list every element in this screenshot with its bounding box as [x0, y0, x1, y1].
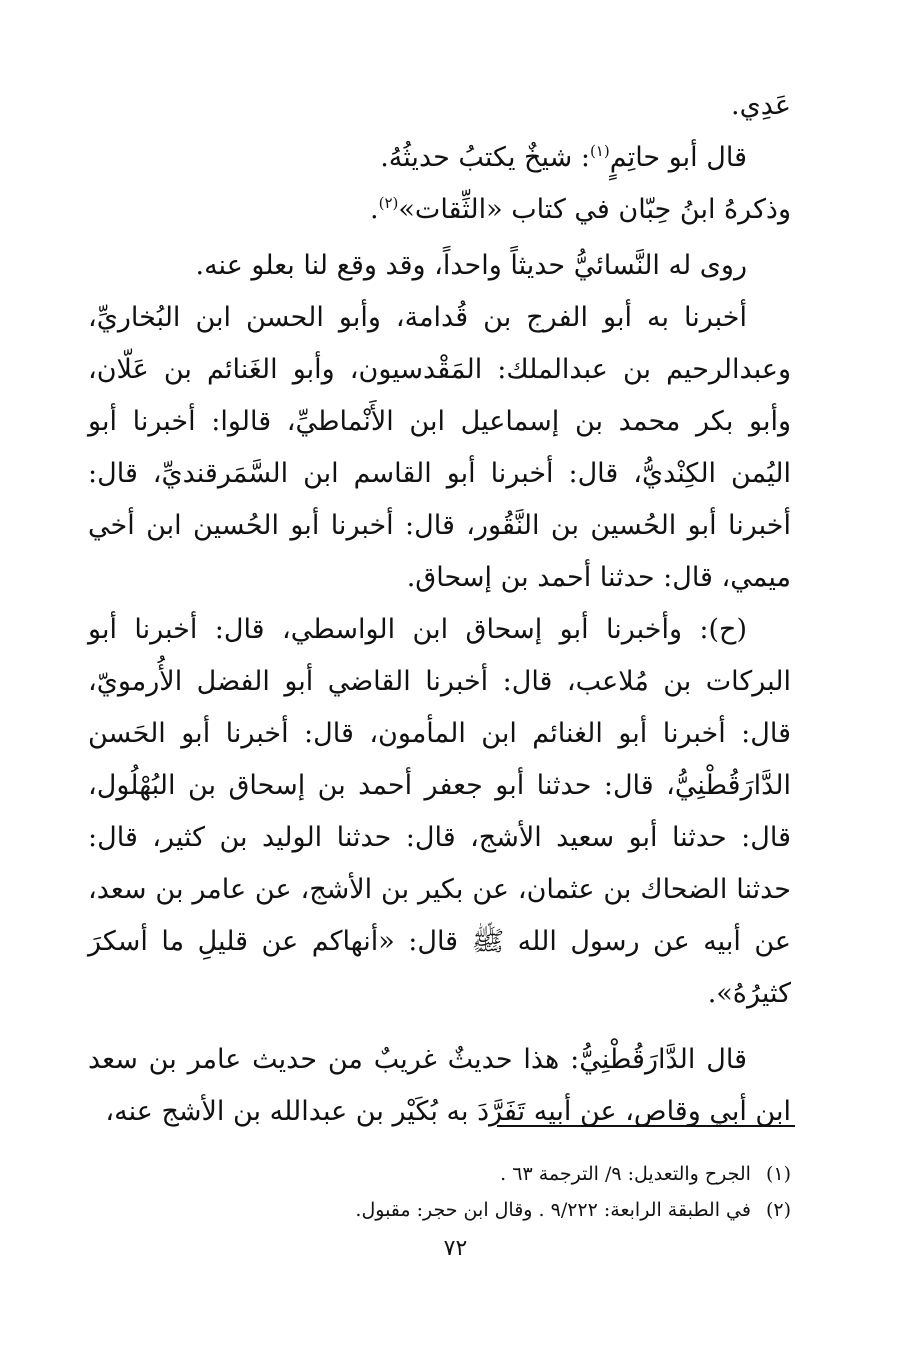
- paragraph-text: : شيخٌ يكتبُ حديثُهُ.: [380, 142, 590, 173]
- paragraph-nasai: [88, 240, 791, 292]
- paragraph-text: قال أبو حاتِمٍ: [609, 142, 747, 173]
- page-number: ٧٢: [443, 1236, 468, 1261]
- paragraph-text: عَدِي.: [731, 90, 791, 121]
- footnote-text: الجرح والتعديل: ٩/ الترجمة ٦٣ .: [500, 1163, 751, 1185]
- paragraph-daraqutni: [88, 1034, 791, 1138]
- footnote-number: (١): [765, 1163, 791, 1185]
- footnote-1: [200, 1156, 791, 1192]
- paragraph-isnad-2: [88, 604, 791, 1020]
- footnote-text: في الطبقة الرابعة: ٩/٢٢٢ . وقال ابن حجر: مقبول.: [355, 1199, 751, 1221]
- paragraph-text: وذكرهُ ابنُ حِبّان في كتاب «الثِّقات»: [398, 194, 791, 225]
- footnotes: [200, 1156, 791, 1228]
- paragraph-text: .: [370, 194, 379, 225]
- footnote-separator: [497, 1125, 795, 1127]
- footnote-reference-2[interactable]: (٢): [378, 194, 399, 212]
- paragraph-continuation: [88, 80, 791, 132]
- paragraph-text: (ح): وأخبرنا أبو إسحاق ابن الواسطي، قال: أخبرنا أبو البركات بن مُلاعب، قال: أخبرنا القاضي أبو الفضل الأُرمويّ، قال: أخبرنا أبو الغنائم ابن المأمون، قال: أخبرنا أبو الحَسن الدَّارَقُطْنِيُّ، قال: حدثنا أبو جعفر أحمد بن إسحاق بن البُهْلُول، قال: حدثنا أبو سعيد الأشج، قال: حدثنا الوليد بن كثير، قال: حدثنا الضحاك بن عثمان، عن بكير بن الأشج، عن عامر بن سعد، عن أبيه عن رسول الله ﷺ قال: «أنهاكم عن قليلِ ما أسكرَ كثيرُهُ».: [88, 614, 791, 1009]
- paragraph-text: أخبرنا به أبو الفرج بن قُدامة، وأبو الحسن ابن البُخاريِّ، وعبدالرحيم بن عبدالملك: المَقْدسيون، وأبو الغَنائم بن عَلّان، وأبو بكر محمد بن إسماعيل ابن الأَنْماطيِّ، قالوا: أخبرنا أبو اليُمن الكِنْديُّ، قال: أخبرنا أبو القاسم ابن السَّمَرقنديِّ، قال: أخبرنا أبو الحُسين بن النَّقُور، قال: أخبرنا أبو الحُسين ابن أخي ميمي، قال: حدثنا أحمد بن إسحاق.: [88, 302, 791, 593]
- main-text: [88, 80, 791, 1138]
- paragraph-text: قال الدَّارَقُطْنِيُّ: هذا حديثٌ غريبٌ من حديث عامر بن سعد ابن أبي وقاص، عن أبيه تَفَرَّدَ به بُكَيْر بن عبدالله بن الأشج عنه،: [88, 1044, 791, 1127]
- paragraph-text: روى له النَّسائيُّ حديثاً واحداً، وقد وقع لنا بعلو عنه.: [195, 250, 747, 281]
- paragraph-abu-hatim: [88, 132, 791, 184]
- paragraph-isnad-1: [88, 292, 791, 604]
- footnote-reference-1[interactable]: (١): [589, 142, 610, 160]
- paragraph-ibn-hibban: [88, 184, 791, 236]
- footnote-2: [200, 1192, 791, 1228]
- footnote-number: (٢): [765, 1199, 791, 1221]
